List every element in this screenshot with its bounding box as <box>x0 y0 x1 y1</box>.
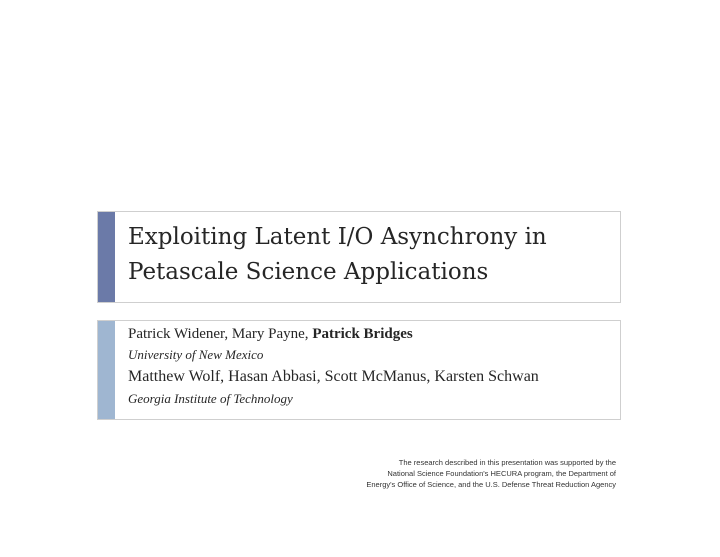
authors-box <box>97 320 621 420</box>
slide-title <box>128 220 610 290</box>
slide-title-line-2: Petascale Science Applications <box>128 259 489 285</box>
funding-note-line-1: The research described in this presentation was supported by the <box>398 458 616 467</box>
authors-content <box>128 324 614 409</box>
funding-note <box>336 457 616 490</box>
presenter-name: Patrick Bridges <box>312 326 413 342</box>
institution-2: Georgia Institute of Technology <box>128 391 293 406</box>
slide-title-line-1: Exploiting Latent I/O Asynchrony in <box>128 224 547 250</box>
title-box <box>97 211 621 303</box>
funding-note-line-3: Energy's Office of Science, and the U.S. Defense Threat Reduction Agency <box>366 480 616 489</box>
authors-group-2: Matthew Wolf, Hasan Abbasi, Scott McManus, Karsten Schwan <box>128 368 539 385</box>
institution-1: University of New Mexico <box>128 347 264 362</box>
authors-group-1 <box>128 324 614 345</box>
authors-group-1-names: Patrick Widener, Mary Payne, <box>128 326 313 342</box>
title-accent-bar <box>98 212 115 302</box>
funding-note-line-2: National Science Foundation's HECURA program, the Department of <box>387 469 616 478</box>
authors-accent-bar <box>98 321 115 419</box>
